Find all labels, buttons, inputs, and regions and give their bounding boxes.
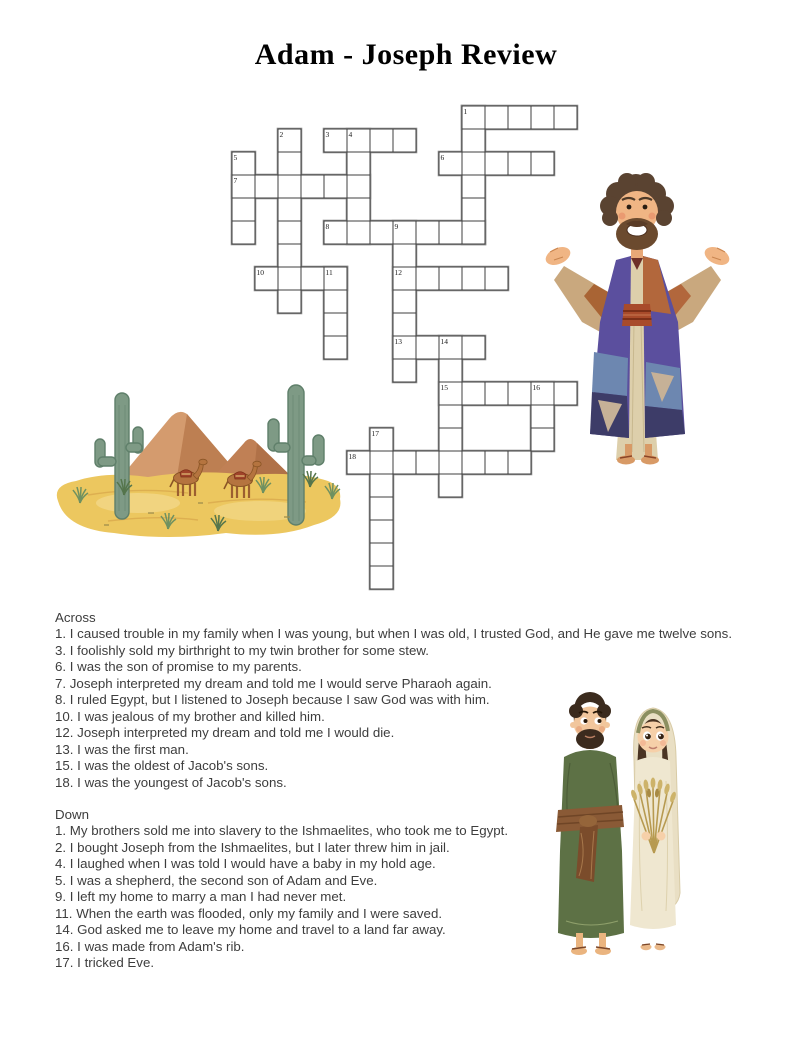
grid-cell-fill-r3-c10 — [462, 175, 485, 198]
grid-number-18: 18 — [348, 452, 356, 461]
clue-across-7: 7. Joseph interpreted my dream and told me I would serve Pharaoh again. — [55, 675, 492, 691]
clue-across-10: 10. I was jealous of my brother and killed him. — [55, 708, 325, 724]
joseph-illustration — [530, 172, 745, 472]
grid-cell-fill-r4-c10 — [462, 198, 485, 221]
right-hand — [702, 243, 732, 268]
grid-cell-fill-r4-c0 — [232, 198, 255, 221]
grid-cell-fill-r16-c9 — [439, 474, 462, 497]
clues-section — [55, 610, 755, 972]
clue-down-14: 14. God asked me to leave my home and travel to a land far away. — [55, 922, 446, 938]
grid-cell-fill-r9-c4 — [324, 313, 347, 336]
grid-cell-fill-r2-c2 — [278, 152, 301, 175]
grid-cell-fill-r3-c3 — [301, 175, 324, 198]
across-heading: Across — [55, 610, 96, 625]
grid-cell-fill-r15-c6 — [370, 451, 393, 474]
grid-cell-fill-r8-c2 — [278, 290, 301, 313]
grid-number-15: 15 — [440, 383, 448, 392]
left-hand — [543, 243, 573, 268]
grid-cell-fill-r15-c10 — [462, 451, 485, 474]
grid-cell-fill-r0-c13 — [531, 106, 554, 129]
grid-cell-fill-r5-c9 — [439, 221, 462, 244]
grid-cell-fill-r3-c4 — [324, 175, 347, 198]
grid-cell-fill-r15-c12 — [508, 451, 531, 474]
grid-number-14: 14 — [440, 337, 448, 346]
grid-cell-fill-r2-c11 — [485, 152, 508, 175]
grid-cell-fill-r7-c9 — [439, 267, 462, 290]
clue-down-11: 11. When the earth was flooded, only my family and I were saved. — [55, 905, 443, 921]
grid-number-2: 2 — [279, 130, 284, 139]
grid-cell-fill-r7-c10 — [462, 267, 485, 290]
grid-cell-fill-r5-c2 — [278, 221, 301, 244]
grid-cell-fill-r4-c5 — [347, 198, 370, 221]
clue-across-3: 3. I foolishly sold my birthright to my twin brother for some stew. — [55, 642, 429, 658]
desert-illustration — [48, 383, 345, 547]
grid-number-17: 17 — [371, 429, 379, 438]
grid-cell-fill-r2-c5 — [347, 152, 370, 175]
grid-cell-fill-r11-c7 — [393, 359, 416, 382]
grid-cell-fill-r12-c10 — [462, 382, 485, 405]
grid-number-9: 9 — [394, 222, 399, 231]
grid-cell-fill-r1-c7 — [393, 129, 416, 152]
joseph-head — [600, 173, 674, 250]
grid-cell-fill-r17-c6 — [370, 497, 393, 520]
grid-cell-fill-r12-c12 — [508, 382, 531, 405]
grid-cell-fill-r15-c9 — [439, 451, 462, 474]
clue-across-8: 8. I ruled Egypt, but I listened to Joseph because I saw God was with him. — [55, 692, 490, 708]
grid-number-11: 11 — [325, 268, 333, 277]
grid-cell-fill-r20-c6 — [370, 566, 393, 589]
sash — [622, 304, 652, 326]
grid-cell-fill-r5-c8 — [416, 221, 439, 244]
grid-number-12: 12 — [394, 268, 402, 277]
clue-down-4: 4. I laughed when I was told I would have a baby in my hold age. — [55, 856, 436, 872]
grid-cell-fill-r6-c7 — [393, 244, 416, 267]
grid-cell-fill-r3-c5 — [347, 175, 370, 198]
clue-down-9: 9. I left my home to marry a man I had never met. — [55, 889, 347, 905]
grid-cell-fill-r8-c4 — [324, 290, 347, 313]
grid-cell-fill-r9-c7 — [393, 313, 416, 336]
grid-cell-fill-r7-c11 — [485, 267, 508, 290]
grid-cell-fill-r0-c11 — [485, 106, 508, 129]
grid-number-7: 7 — [233, 176, 238, 185]
grid-cell-fill-r12-c11 — [485, 382, 508, 405]
grid-cell-fill-r15-c11 — [485, 451, 508, 474]
clue-down-2: 2. I bought Joseph from the Ishmaelites, but I later threw him in jail. — [55, 839, 450, 855]
grid-number-1: 1 — [463, 107, 468, 116]
grid-cell-fill-r7-c8 — [416, 267, 439, 290]
grid-cell-fill-r8-c7 — [393, 290, 416, 313]
grid-number-6: 6 — [440, 153, 445, 162]
grid-cell-fill-r3-c1 — [255, 175, 278, 198]
grid-number-10: 10 — [256, 268, 264, 277]
grid-cell-fill-r1-c6 — [370, 129, 393, 152]
grid-number-4: 4 — [348, 130, 353, 139]
grid-cell-fill-r15-c8 — [416, 451, 439, 474]
clue-across-15: 15. I was the oldest of Jacob's sons. — [55, 758, 269, 774]
grid-cell-fill-r10-c10 — [462, 336, 485, 359]
down-heading: Down — [55, 806, 89, 822]
grid-cell-fill-r15-c7 — [393, 451, 416, 474]
grid-cell-fill-r7-c3 — [301, 267, 324, 290]
grid-cell-fill-r16-c6 — [370, 474, 393, 497]
grid-number-16: 16 — [532, 383, 540, 392]
clue-across-6: 6. I was the son of promise to my parents. — [55, 659, 302, 675]
clue-across-12: 12. Joseph interpreted my dream and told me I would die. — [55, 725, 395, 741]
clue-down-5: 5. I was a shepherd, the second son of Adam and Eve. — [55, 872, 378, 888]
puzzle-title: Adam - Joseph Review — [254, 38, 558, 71]
grid-cell-fill-r3-c2 — [278, 175, 301, 198]
clue-down-17: 17. I tricked Eve. — [55, 955, 155, 971]
grid-cell-fill-r10-c8 — [416, 336, 439, 359]
clue-down-16: 16. I was made from Adam's rib. — [55, 938, 245, 954]
clue-across-1: 1. I caused trouble in my family when I was young, but when I was old, I trusted God, and He gave me twelve sons. — [55, 626, 733, 642]
grid-cell-fill-r2-c12 — [508, 152, 531, 175]
grid-number-5: 5 — [233, 153, 238, 162]
grid-cell-fill-r18-c6 — [370, 520, 393, 543]
clue-across-13: 13. I was the first man. — [55, 741, 189, 757]
joseph-figure — [543, 173, 732, 465]
grid-cell-fill-r5-c5 — [347, 221, 370, 244]
grid-cell-fill-r13-c9 — [439, 405, 462, 428]
grid-number-3: 3 — [325, 130, 330, 139]
grid-cell-fill-r2-c10 — [462, 152, 485, 175]
grid-cell-fill-r7-c2 — [278, 267, 301, 290]
grid-cell-fill-r5-c10 — [462, 221, 485, 244]
grid-cell-fill-r10-c4 — [324, 336, 347, 359]
grid-cell-fill-r1-c10 — [462, 129, 485, 152]
grid-number-13: 13 — [394, 337, 402, 346]
grid-cell-fill-r0-c12 — [508, 106, 531, 129]
grid-cell-fill-r0-c14 — [554, 106, 577, 129]
grid-cell-fill-r5-c6 — [370, 221, 393, 244]
grid-cell-fill-r11-c9 — [439, 359, 462, 382]
grid-cell-fill-r19-c6 — [370, 543, 393, 566]
grid-number-8: 8 — [325, 222, 330, 231]
grid-cell-fill-r5-c0 — [232, 221, 255, 244]
clue-across-18: 18. I was the youngest of Jacob's sons. — [55, 774, 287, 790]
grid-cell-fill-r6-c2 — [278, 244, 301, 267]
clue-down-1: 1. My brothers sold me into slavery to the Ishmaelites, who took me to Egypt. — [55, 823, 509, 839]
grid-cell-fill-r4-c2 — [278, 198, 301, 221]
grid-cell-fill-r14-c9 — [439, 428, 462, 451]
